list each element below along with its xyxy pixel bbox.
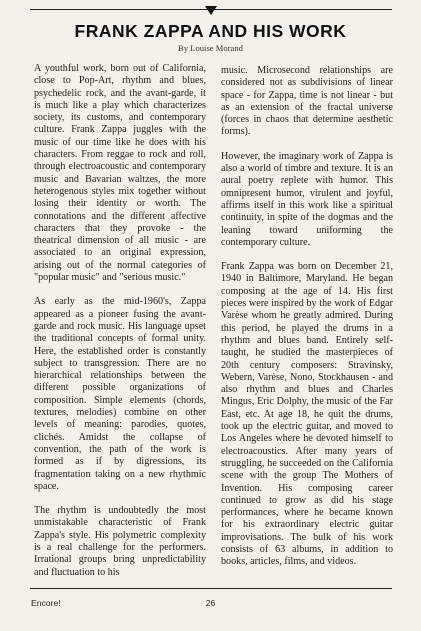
article-title: FRANK ZAPPA AND HIS WORK	[74, 21, 347, 41]
paragraph: A youthful work, born out of California, close to Pop-Art, rhythm and blues, psychedelic rock, and the avant-garde, it is much like a play which characterizes society, its customs, and contemporary culture. Frank Zappa juggles with the music of our time like he does with his characters. From reggae to rock and roll, through electroacoustic and contemporary music and Bavarian waltzes, the more heterogenous styles mix together without losing their identity or worth. The connotations and the different affective characters that they provoke - the theatrical dimension of all music - are associated to an original expression, arising out of the normal categories of "popular music" and "serious music."	[34, 63, 206, 284]
triangle-marker-icon	[205, 6, 217, 15]
publication-name: Encore!	[31, 598, 61, 608]
paragraph: As early as the mid-1960's, Zappa appeared as a pioneer fusing the avant-garde and rock music. His language upset the traditional concepts of formal unity. Here, the established order is constantly subject to transgression. There are no hierarchical relationships between the different possible organizations of composition. Simple elements (chords, textures, melodies) combine on other levels of meaning: parodies, quotes, clichés. Amidst the collapse of convention, the path of the work is formed as if by digressions, its fragmentation taking on a new rhythmic space.	[34, 296, 206, 492]
paragraph: music. Microsecond relationships are considered not as subdivisions of linear space - for Zappa, time is not linear - but as an extension of the fractal universe (forces in chaos that determine aesthetic forms).	[221, 65, 393, 138]
paragraph: The rhythm is undoubtedly the most unmistakable characteristic of Frank Zappa's style. His polymetric complexity is a real challenge for the performers. Irrational groups bring unpredictability and fluctuation to his	[34, 505, 206, 578]
left-column	[34, 63, 206, 591]
right-column	[221, 65, 393, 581]
paragraph: However, the imaginary work of Zappa is also a world of timbre and texture. It is an aural poetry replete with humor. This omnipresent humor, virulent and joyful, affirms itself in this work like a spiritual continuity, in spite of the dogmas and the leaning toward uniforming the contemporary culture.	[221, 150, 393, 248]
footer-rule	[30, 588, 392, 589]
article-byline: By Louise Morand	[178, 43, 243, 53]
paragraph: Frank Zappa was born on December 21, 1940 in Baltimore, Maryland. He began composing at the age of 14. His first pieces were inspired by the work of Edgar Varèse whom he greatly admired. During this period, he played the drums in a rhythm and blues band. Entirely self-taught, he studied the masterpieces of 20th century composers: Stravinsky, Webern, Varèse, Nono, Stockhausen - and also rhythm and blues and Charles Mingus, Eric Dolphy, the music of the Far East, etc. At age 18, he quit the drums, took up the electric guitar, and moved to Los Angeles where he devoted himself to electroacoustics. After many years of struggling, he succeeded on the California scene with the group The Mothers of Invention. His composing career continued to grow as did his stage performances, where he became known for his extraordinary electric guitar improvisations. The bulk of his work consists of 63 albums, in addition to books, articles, films, and videos.	[221, 261, 393, 568]
page-number: 26	[205, 598, 216, 608]
